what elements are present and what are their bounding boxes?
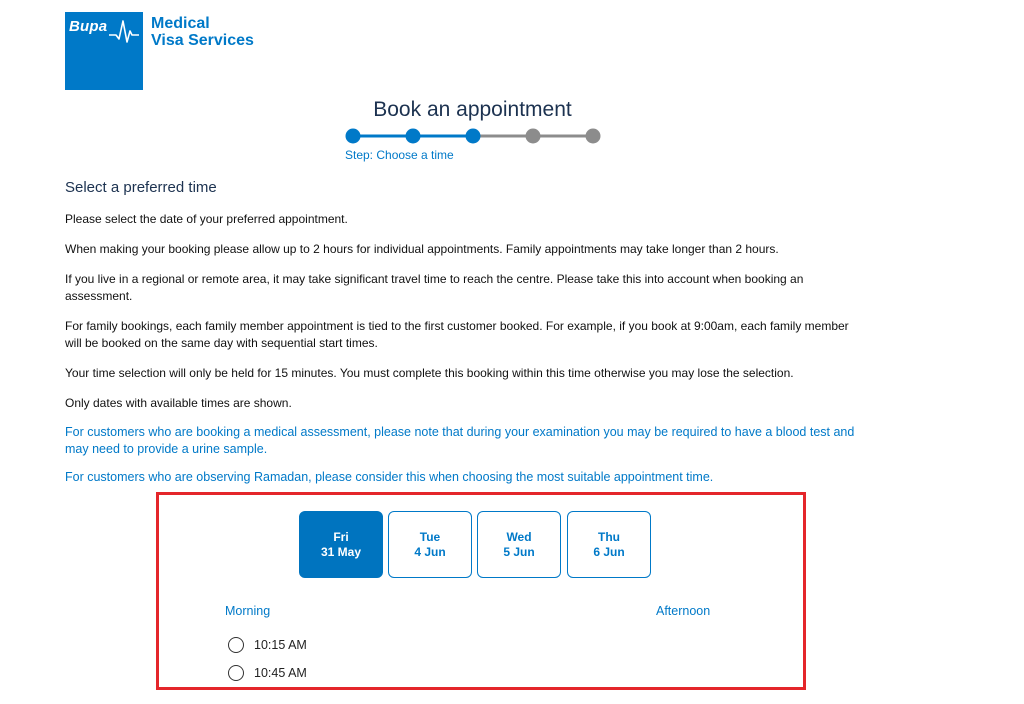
date-button-date: 31 May [320,544,362,559]
instruction-paragraph: If you live in a regional or remote area, it may take significant travel time to reach the centre. Please take this into account when booking an assessment. [65,272,804,303]
logo-service-line1: Medical [151,15,210,32]
step-3-dot [466,129,481,144]
step-2-dot [406,129,421,144]
step-5-dot [586,129,601,144]
date-button-fri-31-may[interactable] [299,511,383,578]
date-button-day: Fri [333,529,349,544]
step-4-dot [526,129,541,144]
instruction-paragraph: Please select the date of your preferred appointment. [65,212,348,226]
progress-stepper [345,126,605,146]
step-1-dot [346,129,361,144]
date-button-date: 4 Jun [414,544,446,559]
page-title: Book an appointment [373,98,572,121]
ramadan-notice: For customers who are observing Ramadan, please consider this when choosing the most suitable appointment time. [65,470,714,484]
date-button-tue-4-jun[interactable] [388,511,472,578]
date-button-day: Thu [598,529,620,544]
logo-brand-text: Bupa [69,18,108,35]
time-slot-option[interactable] [228,637,307,653]
instruction-paragraph: Only dates with available times are shown. [65,396,292,410]
afternoon-heading: Afternoon [656,604,711,618]
heartbeat-icon [109,18,139,44]
time-slot-label: 10:45 AM [254,666,307,680]
time-slot-option[interactable] [228,665,307,681]
date-button-thu-6-jun[interactable] [567,511,651,578]
radio-button[interactable] [228,637,244,653]
logo-service-line2: Visa Services [151,32,254,49]
bupa-logo[interactable] [65,12,143,90]
medical-assessment-notice: For customers who are booking a medical assessment, please note that during your examination you may be required to have a blood test and may need to provide a urine sample. [65,425,855,456]
date-button-day: Wed [506,529,532,544]
date-button-wed-5-jun[interactable] [477,511,561,578]
instruction-paragraph: Your time selection will only be held for 15 minutes. You must complete this booking within this time otherwise you may lose the selection. [65,366,794,380]
date-button-date: 6 Jun [593,544,625,559]
step-caption: Step: Choose a time [345,148,454,162]
logo-service-name [151,15,254,49]
date-button-date: 5 Jun [503,544,535,559]
instruction-paragraph: When making your booking please allow up to 2 hours for individual appointments. Family appointments may take longer than 2 hours. [65,242,779,256]
time-slot-label: 10:15 AM [254,638,307,652]
section-heading: Select a preferred time [65,179,217,196]
date-button-day: Tue [419,529,441,544]
instruction-paragraph: For family bookings, each family member appointment is tied to the first customer booked. For example, if you book at 9:00am, each family member will be booked on the same day with sequential start times. [65,319,849,350]
radio-button[interactable] [228,665,244,681]
morning-heading: Morning [225,604,271,618]
